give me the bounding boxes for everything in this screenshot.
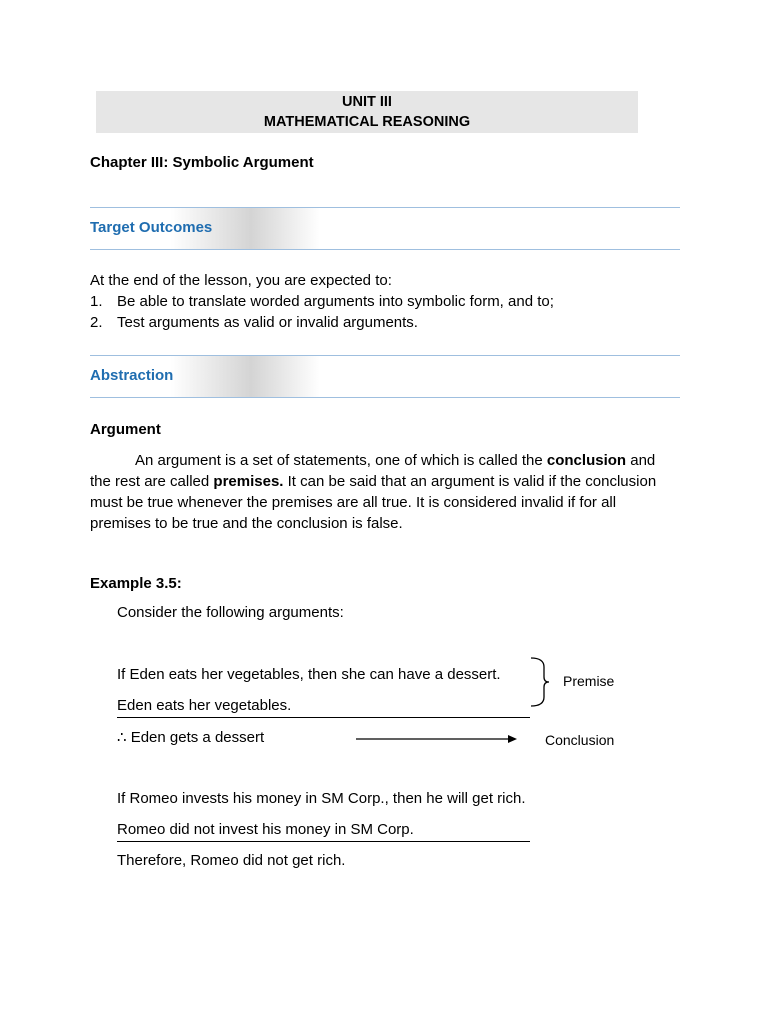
arg2-conclusion: Therefore, Romeo did not get rich.: [117, 852, 346, 869]
conclusion-label: Conclusion: [545, 732, 615, 748]
arg2-premise-2: Romeo did not invest his money in SM Corp.: [117, 821, 414, 838]
list-text: Test arguments as valid or invalid arguments.: [117, 314, 418, 331]
unit-title: MATHEMATICAL REASONING: [263, 114, 471, 130]
argument-definition: [90, 450, 680, 534]
definition-text: and the rest are called: [90, 452, 656, 490]
brace-icon: [530, 657, 550, 707]
unit-number: UNIT III: [342, 94, 392, 110]
arg2-divider: [117, 841, 530, 842]
list-item: [90, 312, 680, 333]
term-premises: premises.: [213, 473, 284, 490]
list-text: Be able to translate worded arguments into symbolic form, and to;: [117, 293, 554, 310]
unit-header: [96, 91, 638, 133]
section-heading-target-outcomes: Target Outcomes: [90, 219, 213, 236]
arrow-right-icon: [356, 733, 518, 745]
list-number: 1.: [90, 293, 103, 310]
section-heading-abstraction: Abstraction: [90, 367, 174, 384]
section-target-outcomes: [90, 207, 680, 250]
arg1-premise-1: If Eden eats her vegetables, then she can have a dessert.: [117, 666, 501, 683]
definition-text: An argument is a set of statements, one of which is called the: [135, 452, 547, 469]
list-number: 2.: [90, 314, 103, 331]
outcomes-intro: At the end of the lesson, you are expected to:: [90, 272, 392, 289]
arg1-conclusion: ∴ Eden gets a dessert: [117, 729, 265, 746]
example-title: Example 3.5:: [90, 575, 182, 592]
arg1-divider: [117, 717, 530, 718]
arg2-premise-1: If Romeo invests his money in SM Corp., then he will get rich.: [117, 790, 526, 807]
term-conclusion: conclusion: [546, 452, 627, 469]
chapter-title: Chapter III: Symbolic Argument: [90, 154, 314, 171]
example-intro: Consider the following arguments:: [117, 604, 344, 621]
section-abstraction: [90, 355, 680, 398]
argument-subheading: Argument: [90, 421, 161, 438]
list-item: [90, 291, 680, 312]
premise-label: Premise: [563, 673, 615, 689]
definition-text: It can be said that an argument is valid if the conclusion must be true whenever the premises are all true. It is considered invalid if for all premises to be true and the conclusion is false.: [90, 473, 657, 532]
arg1-premise-2: Eden eats her vegetables.: [117, 697, 292, 714]
outcomes-block: [90, 270, 680, 333]
